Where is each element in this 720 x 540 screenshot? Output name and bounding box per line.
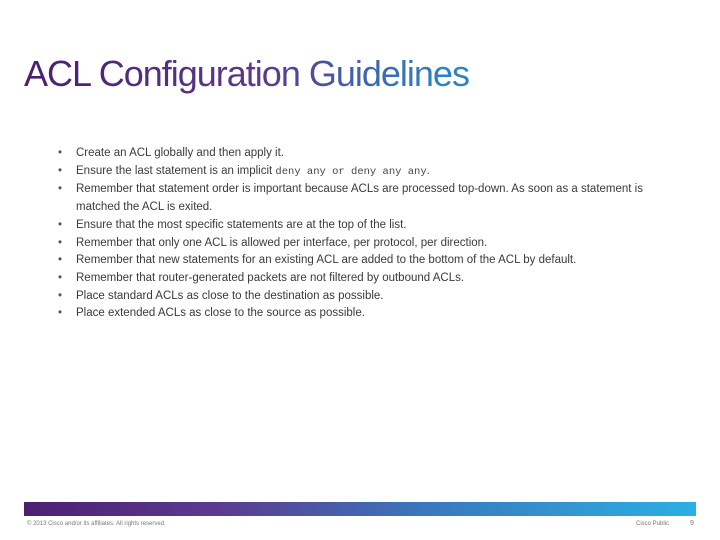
bullet-text: Remember that router-generated packets are not filtered by outbound ACLs. [76,271,465,284]
footer-classification: Cisco Public [636,521,670,527]
bullet-text: Place standard ACLs as close to the destination as possible. [76,289,384,302]
bullet-code: deny any or deny any any [275,165,427,178]
bullet-text: Remember that statement order is important because ACLs are processed top-down. As soon as a statement is matched the ACL is exited. [76,183,643,214]
bullet-text: Remember that only one ACL is allowed per interface, per protocol, per direction. [76,236,488,249]
bullet-text: Create an ACL globally and then apply it. [76,147,284,159]
bullet-text-after: . [426,164,430,177]
page-number: 9 [690,520,694,527]
bullet-text: Ensure the last statement is an implicit [76,164,276,177]
bullet-item [58,163,678,182]
bullet-item [58,181,678,216]
bullet-list [58,145,678,323]
bullet-item [58,235,678,253]
bullet-item [58,217,678,235]
footer-copyright: © 2013 Cisco and/or its affiliates. All rights reserved. [27,521,166,527]
bullet-item [58,145,678,163]
bullet-item [58,305,678,323]
slide-title: ACL Configuration Guidelines [24,52,704,96]
bullet-item [58,252,678,270]
bullet-text: Place extended ACLs as close to the source as possible. [76,307,365,320]
bullet-item [58,288,678,306]
bullet-text: Ensure that the most specific statements are at the top of the list. [76,218,407,231]
footer-gradient-bar [24,502,696,516]
bullet-item [58,270,678,288]
bullet-text: Remember that new statements for an existing ACL are added to the bottom of the ACL by default. [76,254,577,267]
